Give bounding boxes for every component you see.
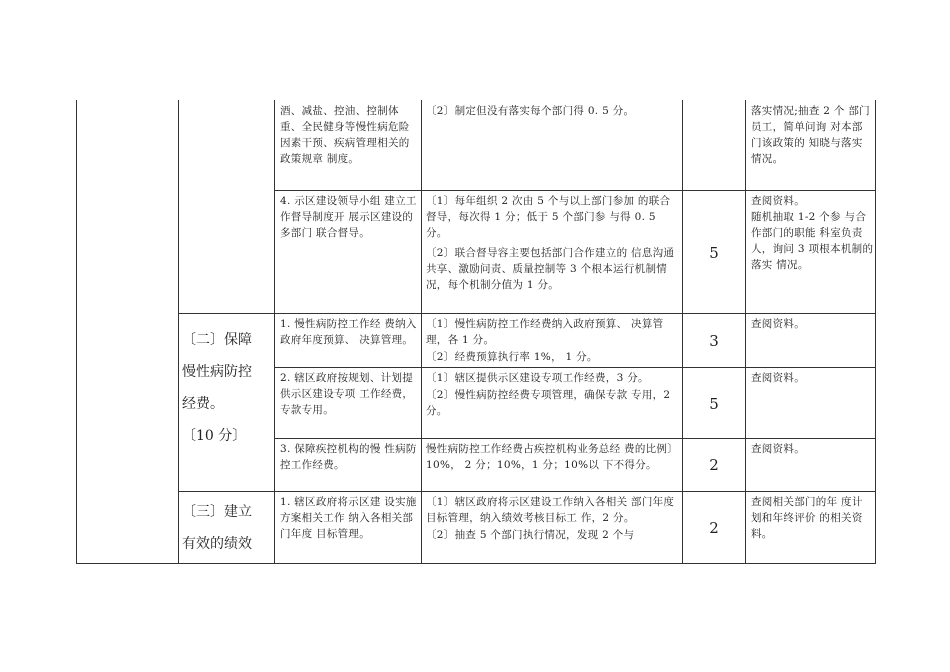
item-cell: 酒、减盐、控油、控制体重、全民健身等慢性病危险因素干预、疾病管理相关的政策规章 制度。 [280, 105, 410, 165]
score-value: 5 [709, 244, 719, 262]
item-cell: 1. 辖区政府将示区建 设实施方案相关工作 纳入各相关部门年度 目标管理。 [280, 496, 417, 540]
score-value: 3 [709, 332, 719, 350]
criteria-cell: 〔2〕经费预算执行率 1%， 1 分。 [426, 351, 598, 363]
item-cell: 1. 慢性病防控工作经 费纳入政府年度预算、 决算管理。 [280, 318, 417, 346]
criteria-cell: 〔2〕抽查 5 个部门执行情况，发现 2 个与 [426, 529, 635, 541]
score-value: 5 [709, 395, 719, 413]
criteria-cell: 〔1〕辖区提供示区建设专项工作经费，3 分。 [426, 372, 649, 384]
criteria-cell: 慢性病防控工作经费占疾控机构业务总经 费的比例〕10%， 2 分；10%，1 分；10%以 下不得分。 [426, 443, 673, 471]
item-cell: 4. 示区建设领导小组 建立工作督导制度开 展示区建设的多部门 联合督导。 [280, 195, 417, 239]
score-value: 2 [709, 519, 719, 537]
method-cell: 查阅相关部门的年 度计划和年终评价 的相关资料。 [751, 496, 863, 540]
item-cell: 3. 保障疾控机构的慢 性病防控工作经费。 [280, 443, 417, 471]
section-title: 〔三〕建立 有效的绩效 [182, 504, 252, 552]
method-cell: 查阅资料。 [751, 318, 805, 330]
score-value: 2 [709, 456, 719, 474]
criteria-cell: 〔1〕辖区政府将示区建设工作纳入各相关 部门年度目标管理，纳入绩效考核目标工 作，2 分。 [426, 496, 675, 524]
item-cell: 2. 辖区政府按规划、计划提供示区建设专项 工作经费，专款专用。 [280, 372, 414, 416]
method-cell: 落实情况;抽查 2 个 部门员工，简单问询 对本部门该政策的 知晓与落实情况。 [751, 105, 870, 165]
section-title: 〔二〕保障 慢性病防控 经费。 〔10 分〕 [182, 332, 252, 444]
method-cell: 查阅资料。 [751, 372, 805, 384]
method-cell: 查阅资料。 随机抽取 1-2 个参 与合作部门的职能 科室负责人，询问 3 项根本机制的落实 情况。 [751, 195, 874, 271]
criteria-cell: 〔2〕制定但没有落实每个部门得 0. 5 分。 [426, 105, 635, 117]
criteria-cell: 〔2〕联合督导容主要包括部门合作建立的 信息沟通共享、激励问责、质量控制等 3 个根本运行机制情况，每个机制分值为 1 分。 [426, 247, 675, 291]
criteria-cell: 〔1〕慢性病防控工作经费纳入政府预算、 决算管理，各 1 分。 [426, 318, 664, 346]
method-cell: 查阅资料。 [751, 443, 805, 455]
criteria-cell: 〔1〕每年组织 2 次由 5 个与以上部门参加 的联合督导，每次得 1 分；低于 5 个部门参 与得 0. 5 分。 [426, 195, 671, 239]
criteria-cell: 〔2〕慢性病防控经费专项管理，确保专款 专用，2 分。 [426, 389, 671, 417]
